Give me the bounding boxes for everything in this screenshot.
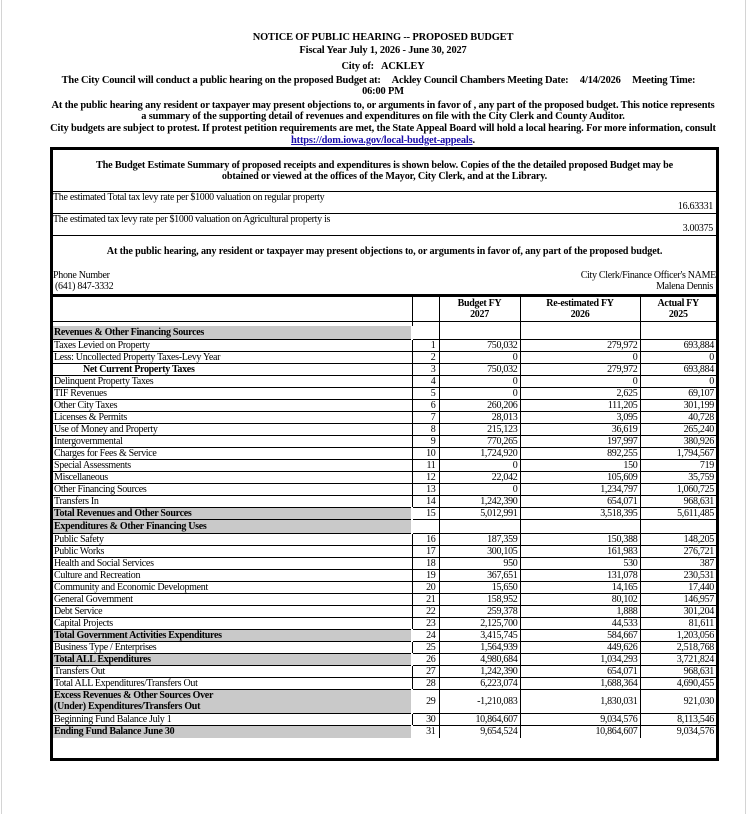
summary-intro: The Budget Estimate Summary of proposed receipts and expenditures is shown below. Copies of the the detailed proposed Budget may be obtained or viewed at the offices of the Mayor, City Clerk, and at the Library. bbox=[53, 150, 716, 192]
hearing-intro: The City Council will conduct a public hearing on the proposed Budget at: bbox=[61, 74, 381, 86]
levy-agricultural-label: The estimated tax levy rate per $1000 valuation on Agricultural property is bbox=[53, 214, 331, 225]
header-line-blank bbox=[412, 296, 439, 322]
table-row: Total ALL Expenditures/Transfers Out 28 6,223,074 1,688,364 4,690,455 bbox=[54, 678, 714, 689]
table-row: TIF Revenues 5 0 2,625 69,107 bbox=[54, 388, 714, 399]
table-row: Use of Money and Property 8 215,123 36,619 265,240 bbox=[54, 424, 714, 435]
meeting-time-label: Meeting Time: bbox=[632, 74, 696, 86]
table-header-row bbox=[53, 296, 716, 322]
meeting-date: 4/14/2026 bbox=[579, 74, 621, 86]
levy-agricultural-row bbox=[53, 214, 716, 236]
table-row: Public Safety 16 187,359 150,388 148,205 bbox=[54, 534, 714, 545]
table-row: Charges for Fees & Service 10 1,724,920 892,255 1,794,567 bbox=[54, 448, 714, 459]
table-row: Health and Social Services 18 950 530 387 bbox=[54, 558, 714, 569]
phone-label: Phone Number bbox=[53, 270, 110, 281]
table-row: Less: Uncollected Property Taxes-Levy Year 2 0 0 0 bbox=[54, 352, 714, 363]
header-budget: Budget FY 2027 bbox=[439, 296, 520, 322]
table-row: Delinquent Property Taxes 4 0 0 0 bbox=[54, 376, 714, 387]
clerk-label: City Clerk/Finance Officer's NAME bbox=[580, 270, 716, 281]
table-row: Intergovernmental 9 770,265 197,997 380,926 bbox=[54, 436, 714, 447]
table-row: Other City Taxes 6 260,206 111,205 301,199 bbox=[54, 400, 714, 411]
table-row: Net Current Property Taxes 3 750,032 279,972 693,884 bbox=[53, 364, 716, 376]
table-row: Public Works 17 300,105 161,983 276,721 bbox=[54, 546, 714, 557]
meeting-date-label: Meeting Date: bbox=[507, 74, 569, 86]
table-row: Taxes Levied on Property 1 750,032 279,972 693,884 bbox=[54, 340, 714, 351]
protest-notice bbox=[50, 123, 716, 145]
hearing-location: Ackley Council Chambers bbox=[391, 74, 505, 86]
summary-objections: At the public hearing, any resident or taxpayer may present objections to, or arguments in favor of, any part of the proposed budget. bbox=[106, 246, 663, 257]
total-row: Ending Fund Balance June 30 31 9,654,524 10,864,607 9,034,576 bbox=[54, 726, 714, 738]
protest-link-suffix: . bbox=[472, 134, 475, 146]
section-revenues bbox=[53, 326, 716, 340]
budget-summary-box bbox=[50, 147, 719, 761]
table-row: Capital Projects 23 2,125,700 44,533 81,611 bbox=[54, 618, 714, 629]
table-row: Community and Economic Development 20 15,650 14,165 17,440 bbox=[54, 582, 714, 593]
hearing-line bbox=[50, 75, 716, 97]
total-row: Total Government Activities Expenditures 24 3,415,745 584,667 1,203,056 bbox=[54, 630, 714, 641]
table-row: Business Type / Enterprises 25 1,564,939 449,626 2,518,768 bbox=[54, 642, 714, 653]
notice-header bbox=[50, 32, 716, 146]
table-row: Other Financing Sources 13 0 1,234,797 1,060,725 bbox=[54, 484, 714, 495]
budget-table bbox=[53, 294, 716, 738]
table-row: Special Assessments 11 0 150 719 bbox=[54, 460, 714, 471]
header-actual: Actual FY 2025 bbox=[640, 296, 716, 322]
table-row: Licenses & Permits 7 28,013 3,095 40,728 bbox=[54, 412, 714, 423]
levy-agricultural-value: 3.00375 bbox=[682, 223, 713, 234]
total-row: Total Revenues and Other Sources 15 5,012,991 3,518,395 5,611,485 bbox=[54, 508, 714, 519]
city-label: City of: bbox=[341, 61, 374, 73]
protest-text: City budgets are subject to protest. If protest petition requirements are met, the State Appeal Board will hold a local hearing. For more information, consult bbox=[50, 123, 716, 135]
table-row: Transfers In 14 1,242,390 654,071 968,631 bbox=[54, 496, 714, 507]
total-row: Total ALL Expenditures 26 4,980,684 1,034,293 3,721,824 bbox=[54, 654, 714, 665]
excess-label: Excess Revenues & Other Sources Over (Under) Expenditures/Transfers Out bbox=[53, 690, 412, 714]
header-label-blank bbox=[53, 296, 412, 322]
city-line bbox=[50, 61, 716, 72]
total-row: Excess Revenues & Other Sources Over (Under) Expenditures/Transfers Out 29 -1,210,083 1,830,031 921,030 bbox=[54, 690, 714, 712]
objections-notice: At the public hearing any resident or taxpayer may present objections to, or arguments in favor of , any part of the proposed budget. This notice represents a summary of the supporting detail of revenues and expenditures on file with the City Clerk and County Auditor. bbox=[51, 100, 715, 123]
table-row: Culture and Recreation 19 367,651 131,078 230,531 bbox=[54, 570, 714, 581]
section-label: Revenues & Other Financing Sources bbox=[53, 326, 412, 340]
levy-regular-value: 16.63331 bbox=[677, 201, 713, 212]
notice-title: NOTICE OF PUBLIC HEARING -- PROPOSED BUDGET bbox=[252, 32, 514, 43]
table-row: Transfers Out 27 1,242,390 654,071 968,631 bbox=[54, 666, 714, 677]
table-row: Debt Service 22 259,378 1,888 301,204 bbox=[54, 606, 714, 617]
meeting-time: 06:00 PM bbox=[362, 85, 404, 97]
levy-regular-label: The estimated Total tax levy rate per $1000 valuation on regular property bbox=[53, 192, 325, 203]
section-label: Expenditures & Other Financing Uses bbox=[53, 520, 412, 534]
levy-regular-row bbox=[53, 192, 716, 214]
phone-value: (641) 847-3332 bbox=[55, 281, 114, 292]
table-row: Beginning Fund Balance July 1 30 10,864,607 9,034,576 8,113,546 bbox=[54, 714, 714, 725]
section-expenditures bbox=[53, 520, 716, 534]
clerk-value: Malena Dennis bbox=[656, 281, 713, 292]
contact-info bbox=[53, 270, 716, 294]
fiscal-year: Fiscal Year July 1, 2026 - June 30, 2027 bbox=[299, 45, 467, 57]
protest-link[interactable]: https://dom.iowa.gov/local-budget-appeals bbox=[291, 134, 473, 146]
table-row: General Government 21 158,952 80,102 146,957 bbox=[54, 594, 714, 605]
city-name: ACKLEY bbox=[381, 61, 425, 73]
header-reestimated: Re-estimated FY 2026 bbox=[520, 296, 640, 322]
table-row: Miscellaneous 12 22,042 105,609 35,759 bbox=[54, 472, 714, 483]
